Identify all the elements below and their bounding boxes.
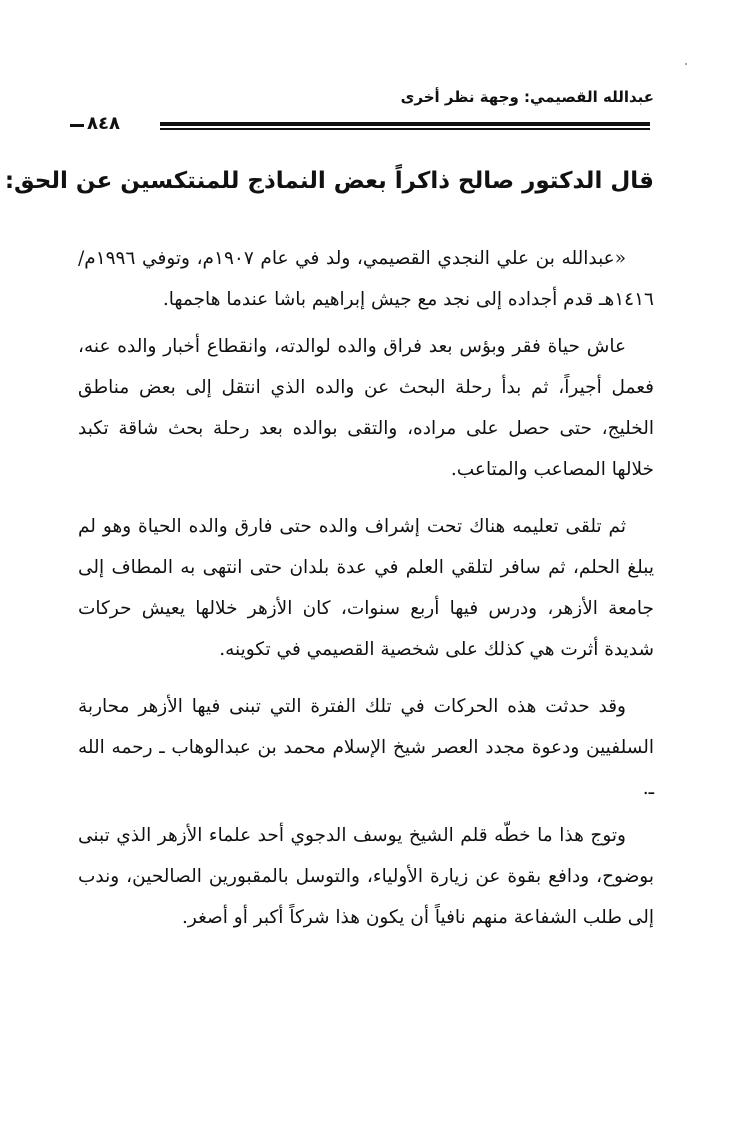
running-header-title: عبدالله القصيمي: وجهة نظر أخرى: [400, 88, 654, 106]
paragraph-4: وقد حدثت هذه الحركات في تلك الفترة التي تبنى فيها الأزهر محاربة السلفيين ودعوة مجدد العصر شيخ الإسلام محمد بن عبدالوهاب ـ رحمه الله ـ.: [78, 696, 654, 799]
page-number: ٨٤٨: [87, 113, 120, 134]
section-heading: قال الدكتور صالح ذاكراً بعض النماذج للمنتكسين عن الحق:: [4, 168, 654, 194]
paragraph-3: ثم تلقى تعليمه هناك تحت إشراف والده حتى فارق والده الحياة وهو لم يبلغ الحلم، ثم سافر لتلقي العلم في عدة بلدان حتى انتهى به المطاف إلى جامعة الأزهر، ودرس فيها أربع سنوات، كان الأزهر خلالها يعيش حركات شديدة أثرت هي كذلك على شخصية القصيمي في تكوينه.: [78, 516, 654, 660]
header-rule-thin: [160, 128, 650, 130]
header-double-rule: [70, 118, 650, 132]
body-text: [78, 238, 654, 954]
header-rule-thick: [160, 122, 650, 126]
paragraph-2: عاش حياة فقر وبؤس بعد فراق والده لوالدته، وانقطاع أخبار والده عنه، فعمل أجيراً، ثم بدأ رحلة البحث عن والده الذي انتقل إلى بعض مناطق الخليج، حتى حصل على مراده، والتقى بوالده بعد رحلة بحث شاقة تكبد خلالها المصاعب والمتاعب.: [78, 336, 654, 480]
scan-speck: [685, 63, 687, 65]
paragraph-1: «عبدالله بن علي النجدي القصيمي، ولد في عام ١٩٠٧م، وتوفي ١٩٩٦م/ ١٤١٦هـ قدم أجداده إلى نجد مع جيش إبراهيم باشا عندما هاجمها.: [78, 248, 654, 310]
paragraph-5: وتوج هذا ما خطّه قلم الشيخ يوسف الدجوي أحد علماء الأزهر الذي تبنى بوضوح، ودافع بقوة عن زيارة الأولياء، والتوسل بالمقبورين الصالحين، وندب إلى طلب الشفاعة منهم نافياً أن يكون هذا شركاً أكبر أو أصغر.: [78, 825, 654, 928]
